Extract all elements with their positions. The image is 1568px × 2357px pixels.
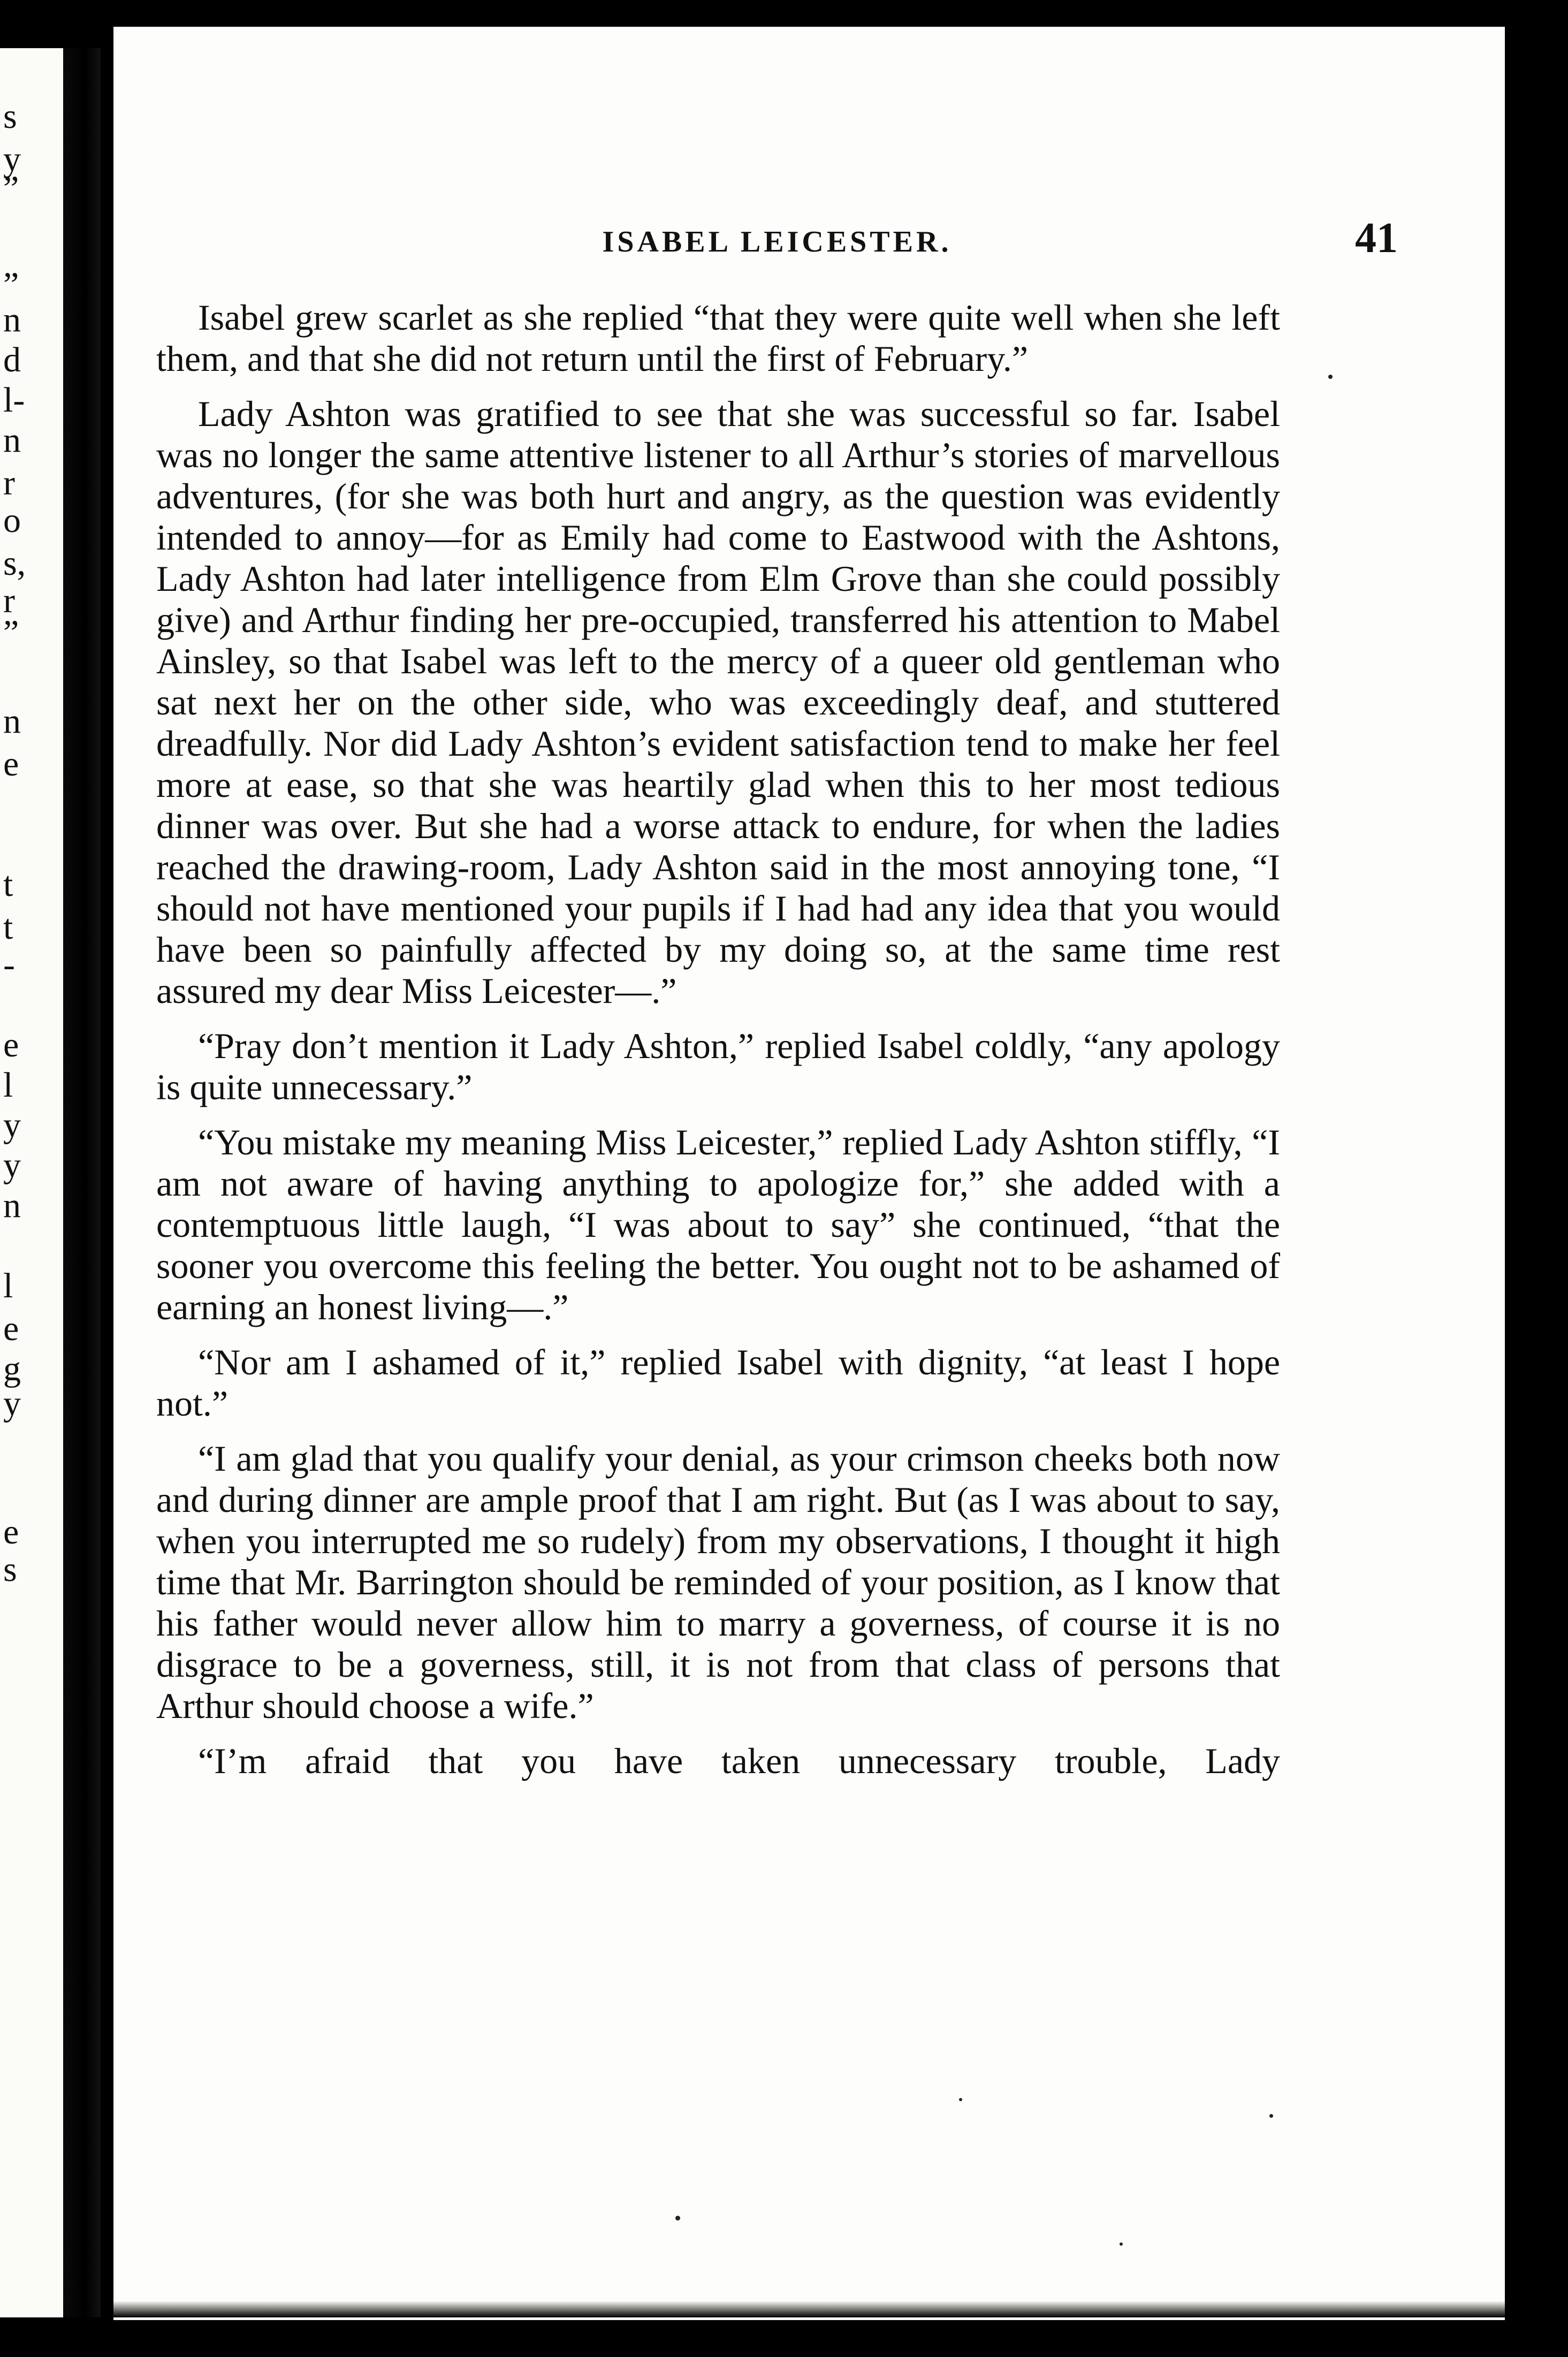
facing-page-fragment: o: [3, 501, 21, 540]
facing-page-fragment: r: [3, 463, 15, 503]
facing-page-fragment: g: [3, 1349, 21, 1388]
facing-page-fragment: s,: [3, 544, 26, 583]
page-number: 41: [1355, 215, 1398, 262]
scan-speck: [675, 2216, 680, 2221]
paragraph: “Nor am I ashamed of it,” replied Isabel with dignity, “at least I hope not.”: [156, 1342, 1280, 1424]
facing-page-fragment: s: [3, 97, 17, 136]
facing-page-fragment: l: [3, 1266, 13, 1305]
facing-page-fragment: n: [3, 300, 21, 339]
paragraph: Lady Ashton was gratified to see that she was successful so far. Isabel was no longer the same attentive listener to all Arthur’s stories of marvellous adventures, (for she was both hurt and angry, as the question was evidently intended to annoy—for as Emily had come to Eastwood with the Ashtons, Lady Ashton had later intelligence from Elm Grove than she could possibly give) and Arthur finding her pre-occupied, transferred his attention to Mabel Ainsley, so that Isabel was left to the mercy of a queer old gentleman who sat next her on the other side, who was exceedingly deaf, and stuttered dreadfully. Nor did Lady Ashton’s evident satisfaction tend to make her feel more at ease, so that she was heartily glad when this to her most tedious dinner was over. But she had a worse attack to endure, for when the ladies reached the drawing-room, Lady Ashton said in the most annoying tone, “I should not have mentioned your pupils if I had had any idea that you would have been so painfully affected by my doing so, at the same time rest assured my dear Miss Leicester—.”: [156, 393, 1280, 1011]
book-page: [113, 27, 1505, 2320]
scan-speck: [1120, 2242, 1123, 2246]
gutter-shadow: [63, 48, 101, 2317]
paragraph: “Pray don’t mention it Lady Ashton,” replied Isabel coldly, “any apology is quite unnecessary.”: [156, 1025, 1280, 1107]
facing-page-fragment: t: [3, 865, 13, 904]
running-head: [156, 203, 1398, 262]
facing-page-fragment: y: [3, 1384, 21, 1423]
paragraph-continued: “I’m afraid that you have taken unnecessary trouble, Lady: [198, 1740, 1280, 1781]
facing-page-fragment: ”: [3, 613, 19, 652]
facing-page-fragment: n: [3, 1186, 21, 1225]
paragraph: Isabel grew scarlet as she replied “that they were quite well when she left them, and that she did not return until the first of February.”: [156, 297, 1280, 379]
running-title: ISABEL LEICESTER.: [602, 225, 952, 258]
facing-page-fragment: y: [3, 1106, 21, 1145]
facing-page-fragment: n: [3, 421, 21, 460]
scan-speck: [1269, 2114, 1273, 2118]
paragraph: “You mistake my meaning Miss Leicester,” replied Lady Ashton stiffly, “I am not aware of having anything to apologize for,” she added with a contemptuous little laugh, “I was about to say” she continued, “that the sooner you overcome this feeling the better. You ought not to be ashamed of earning an honest living—.”: [156, 1122, 1280, 1327]
facing-page-fragment: e: [3, 744, 19, 784]
page-bottom-edge: [113, 2301, 1505, 2317]
facing-page-fragment: t: [3, 908, 13, 947]
facing-page-fragment: y: [3, 1146, 21, 1185]
facing-page-fragment: r: [3, 581, 15, 620]
scan-speck: [1328, 375, 1333, 379]
facing-page-fragment: l-: [3, 381, 25, 420]
facing-page-fragment: ”: [3, 169, 19, 208]
facing-page-fragment: ”: [3, 265, 19, 305]
paragraph: “I am glad that you qualify your denial, as your crimson cheeks both now and during dinner are ample proof that I am right. But (as I was about to say, when you interrupted me so rudely) from my observations, I thought it high time that Mr. Barrington should be reminded of your position, as I know that his father would never allow him to marry a governess, of course it is no disgrace to be a governess, still, it is not from that class of persons that Arthur should choose a wife.”: [156, 1438, 1280, 1726]
facing-page-edge: [0, 48, 63, 2317]
body-text: [156, 297, 1280, 1782]
scan-speck: [959, 2098, 962, 2101]
facing-page-fragment: y: [3, 140, 21, 179]
facing-page-fragment: -: [3, 945, 15, 984]
facing-page-fragment: l: [3, 1066, 13, 1105]
facing-page-fragment: e: [3, 1025, 19, 1065]
facing-page-fragment: e: [3, 1512, 19, 1552]
facing-page-fragment: d: [3, 340, 21, 379]
facing-page-fragment: e: [3, 1309, 19, 1348]
facing-page-fragment: s: [3, 1550, 17, 1589]
facing-page-fragment: n: [3, 702, 21, 741]
